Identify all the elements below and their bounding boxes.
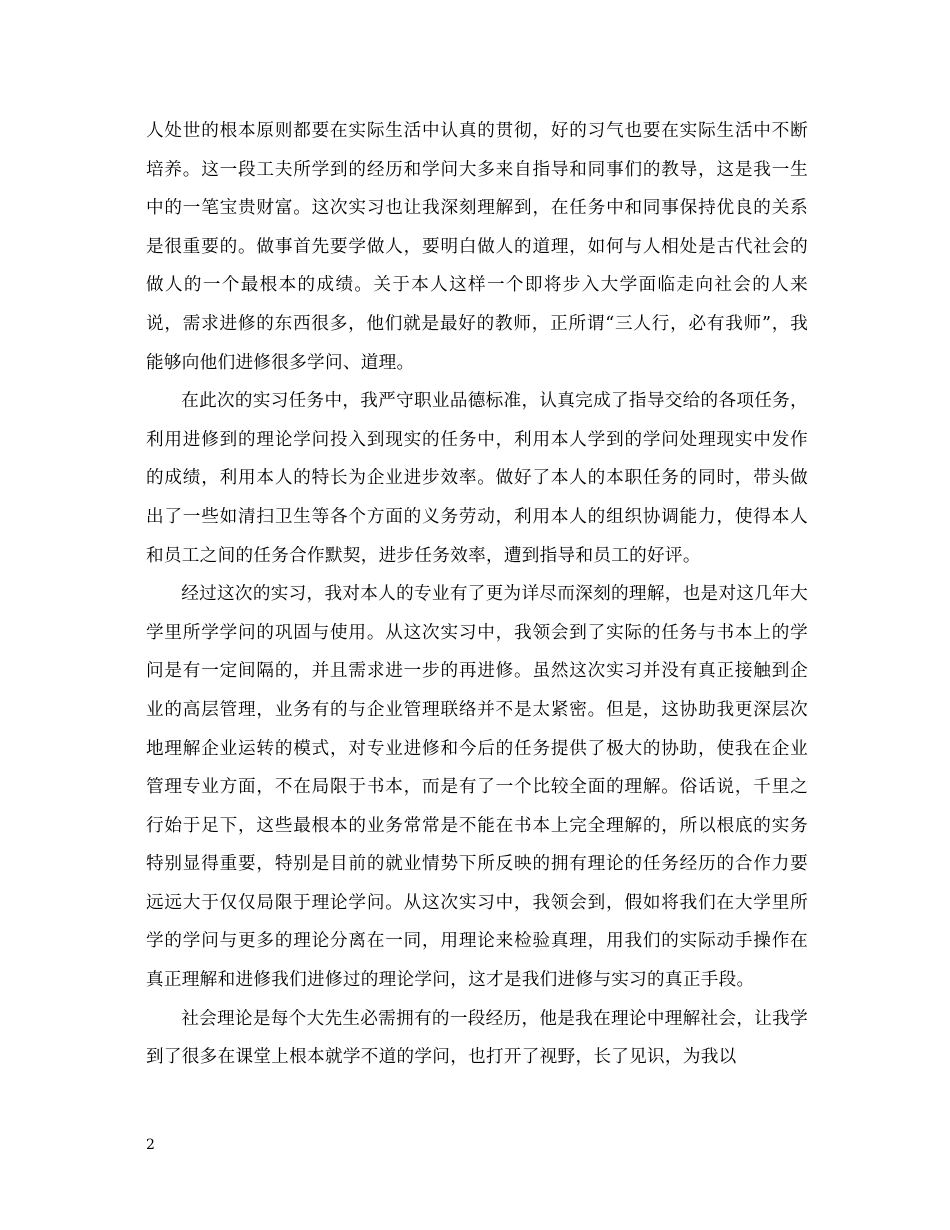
paragraph-3: 经过这次的实习，我对本人的专业有了更为详尽而深刻的理解，也是对这几年大学里所学学问的巩固与使用。从这次实习中，我领会到了实际的任务与书本上的学问是有一定间隔的，并且需求进一步的再进修。虽然这次实习并没有真正接触到企业的高层管理，业务有的与企业管理联络并不是太紧密。但是，这协助我更深层次地理解企业运转的模式，对专业进修和今后的任务提供了极大的协助，使我在企业管理专业方面，不在局限于书本，而是有了一个比较全面的理解。俗话说，千里之行始于足下，这些最根本的业务常常是不能在书本上完全理解的，所以根底的实务特别显得重要，特别是目前的就业情势下所反映的拥有理论的任务经历的合作力要远远大于仅仅局限于理论学问。从这次实习中，我领会到，假如将我们在大学里所学的学问与更多的理论分离在一同，用理论来检验真理，用我们的实际动手操作在真正理解和进修我们进修过的理论学问，这才是我们进修与实习的真正手段。 bbox=[146, 584, 808, 991]
paragraph-1: 人处世的根本原则都要在实际生活中认真的贯彻，好的习气也要在实际生活中不断培养。这一段工夫所学到的经历和学问大多来自指导和同事们的教导，这是我一生中的一笔宝贵财富。这次实习也让我深刻理解到，在任务中和同事保持优良的关系是很重要的。做事首先要学做人，要明白做人的道理，如何与人相处是古代社会的做人的一个最根本的成绩。关于本人这样一个即将步入大学面临走向社会的人来说，需求进修的东西很多，他们就是最好的教师，正所谓“三人行，必有我师”，我能够向他们进修很多学问、道理。 bbox=[146, 121, 808, 373]
body-text bbox=[146, 112, 808, 1077]
paragraph-2: 在此次的实习任务中，我严守职业品德标准，认真完成了指导交给的各项任务，利用进修到的理论学问投入到现实的任务中，利用本人学到的学问处理现实中发作的成绩，利用本人的特长为企业进步效率。做好了本人的本职任务的同时，带头做出了一些如清扫卫生等各个方面的义务劳动，利用本人的组织协调能力，使得本人和员工之间的任务合作默契，进步任务效率，遭到指导和员工的好评。 bbox=[146, 391, 808, 566]
paragraph-4: 社会理论是每个大先生必需拥有的一段经历，他是我在理论中理解社会，让我学到了很多在课堂上根本就学不道的学问，也打开了视野，长了见识，为我以 bbox=[146, 1008, 808, 1068]
page-number: 2 bbox=[146, 1137, 155, 1153]
